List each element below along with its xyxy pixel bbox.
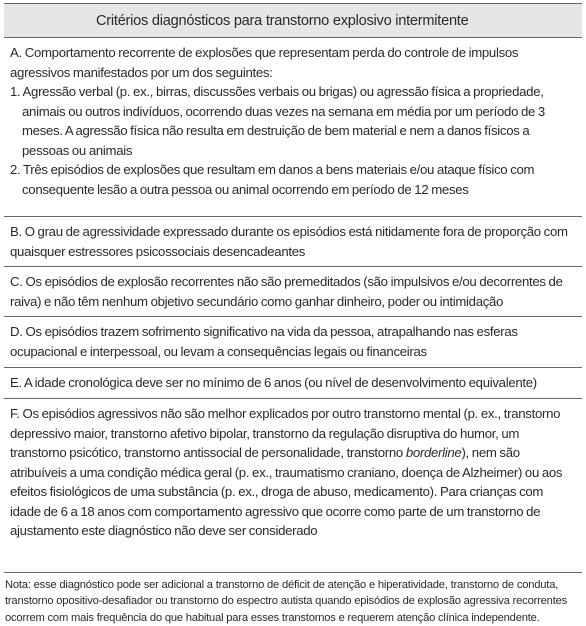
criterion-f-text	[10, 404, 576, 541]
criterion-d-text: D. Os episódios trazem sofrimento significativo na vida da pessoa, atrapalhando nas esferas ocupacional e interpessoal, ou levam a consequências legais ou financeiras	[10, 324, 518, 359]
criterion-e-text: E. A idade cronológica deve ser no mínimo de 6 anos (ou nível de desenvolvimento equivalente)	[10, 375, 537, 390]
criterion-a-item-1: 1. Agressão verbal (p. ex., birras, discussões verbais ou brigas) ou agressão física a propriedade, animais ou outros indivíduos, ocorrendo duas vezes na semana em média por um período de 3 meses. A agressão física não resulta em destruição de bem material e nem a danos físicos a pessoas ou animais	[10, 84, 545, 158]
criterion-f-text-start: F. Os episódios agressivos não são melhor explicados por outro transtorno mental (p. ex., transtorno depressivo maior, transtorno afetivo bipolar, transtorno da regulação disruptiva do humor, um transtorno psicótico, transtorno antissocial de personalidade, transtorno	[10, 406, 561, 460]
criterion-a-text: A. Comportamento recorrente de explosões que representam perda do controle de impulsos agressivos manifestados por um dos seguintes:	[10, 45, 519, 80]
criterion-a-items	[10, 82, 576, 199]
criterion-f-text-italic: borderline	[405, 445, 462, 460]
criterion-b-text: B. O grau de agressividade expressado durante os episódios está nitidamente fora de proporção com quaisquer estressores psicossociais desencadeantes	[10, 224, 568, 259]
criteria-table	[4, 3, 582, 626]
table-title	[4, 3, 582, 38]
table-title-text: Critérios diagnósticos para transtorno explosivo intermitente	[96, 12, 469, 29]
criterion-c	[4, 267, 582, 317]
criterion-f-text-end: ), nem são atribuíveis a uma condição médica geral (p. ex., traumatismo craniano, doença de Alzheimer) ou aos efeitos fisiológicos de uma substância (p. ex., droga de abuso, medicamento). Para crianças com idade de 6 a 18 anos com comportamento agressivo que ocorre como parte de um transtorno de ajustamento este diagnóstico não deve ser considerado	[10, 445, 563, 538]
criterion-a	[4, 38, 582, 217]
criterion-b	[4, 217, 582, 267]
criterion-e	[4, 368, 582, 399]
criterion-a-item-2: 2. Três episódios de explosões que resultam em danos a bens materiais e/ou ataque físico com consequente lesão a outra pessoa ou animal ocorrendo em período de 12 meses	[10, 162, 535, 197]
criterion-f	[4, 399, 582, 573]
criterion-c-text: C. Os episódios de explosão recorrentes não são premeditados (são impulsivos e/ou decorrentes de raiva) e não têm nenhum objetivo secundário como ganhar dinheiro, poder ou intimidação	[10, 274, 563, 309]
table-note: Nota: esse diagnóstico pode ser adicional a transtorno de déficit de atenção e hiperatividade, transtorno de conduta, transtorno opositivo-desafiador ou transtorno do espectro autista quando episódios de explosão agressiva recorrentes ocorrem com mais frequência do que habitual para esses transtornos e requerem atenção clínica independente.	[5, 579, 568, 624]
criterion-d	[4, 317, 582, 368]
